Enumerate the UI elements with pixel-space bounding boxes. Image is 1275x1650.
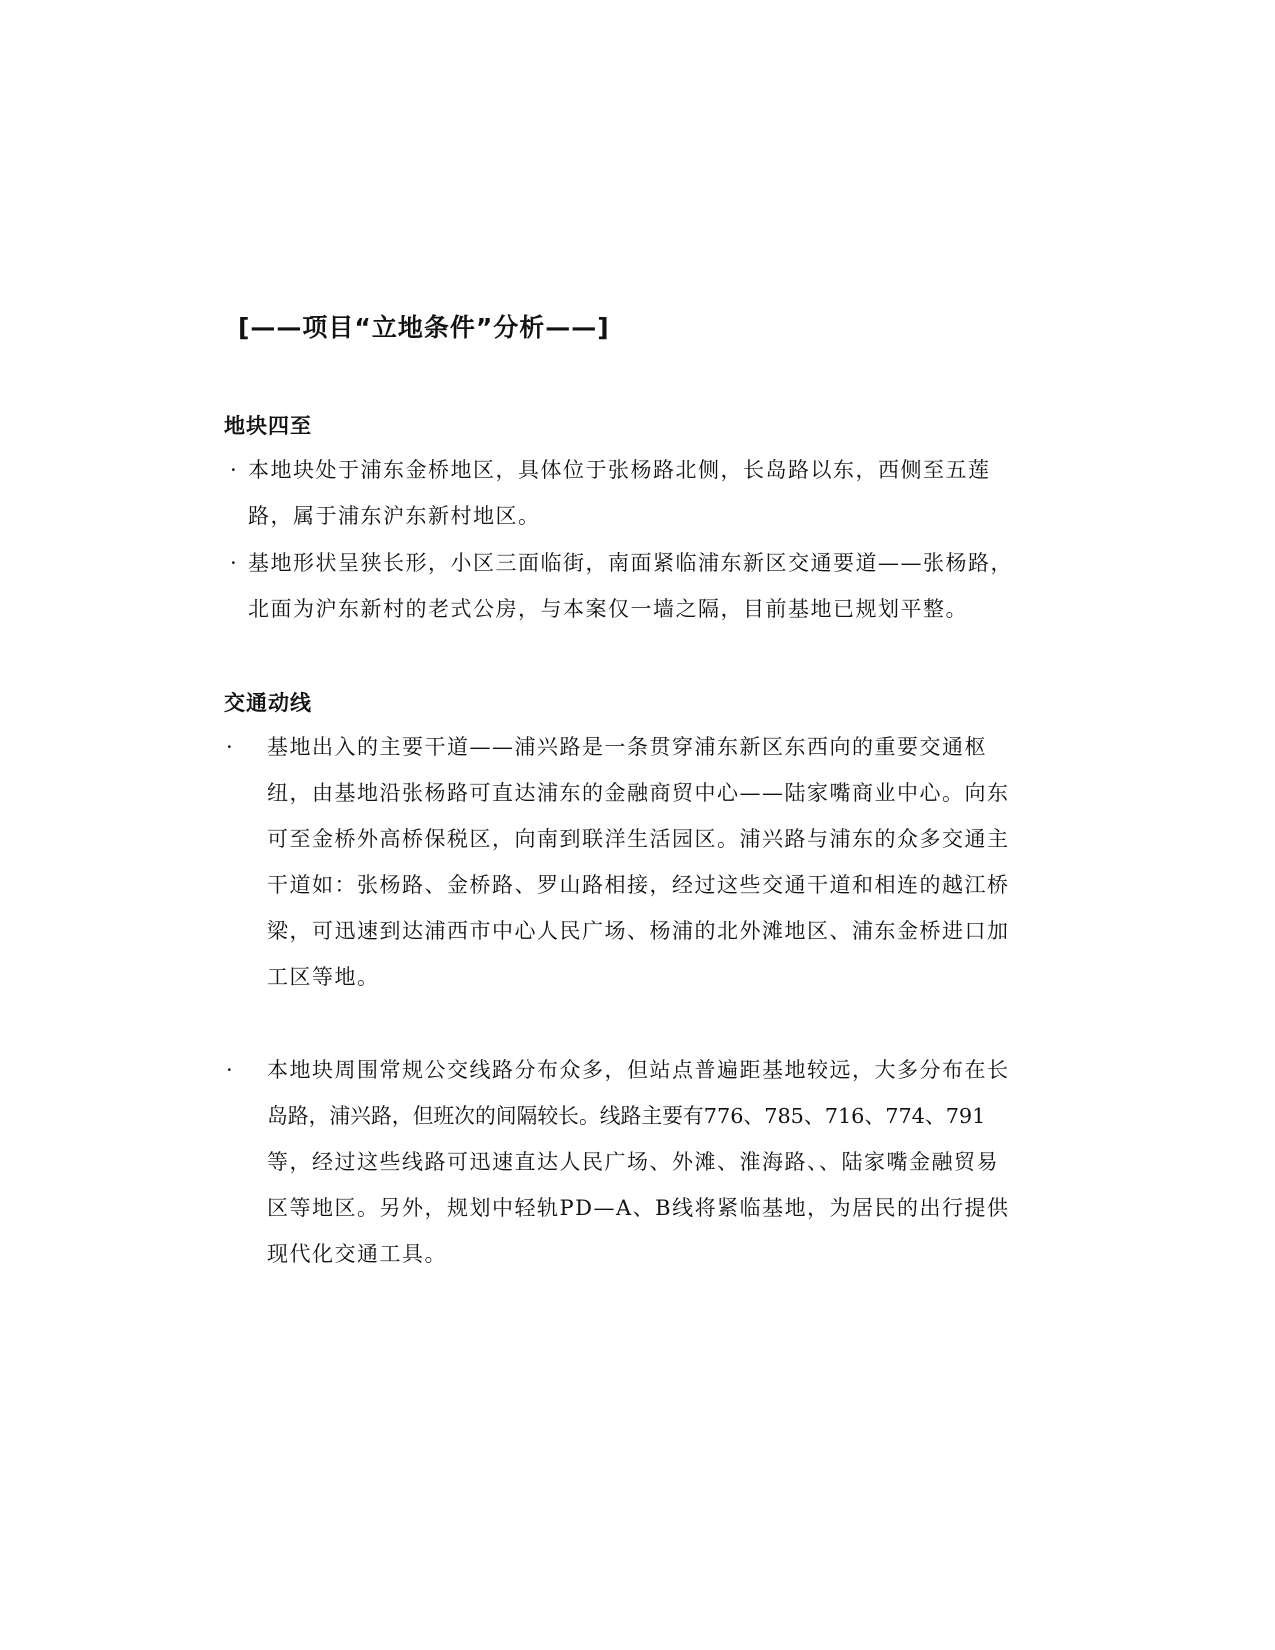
bullet: ·	[230, 458, 237, 482]
paragraph-line: 基地出入的主要干道——浦兴路是一条贯穿浦东新区东西向的重要交通枢	[267, 735, 987, 759]
bullet: ·	[226, 735, 233, 759]
paragraph-line: 梁，可迅速到达浦西市中心人民广场、杨浦的北外滩地区、浦东金桥进口加	[267, 919, 1010, 943]
paragraph-line: 区等地区。另外，规划中轻轨PD—A、B线将紧临基地，为居民的出行提供	[267, 1196, 1010, 1220]
paragraph-line: 干道如：张杨路、金桥路、罗山路相接，经过这些交通干道和相连的越江桥	[267, 873, 1010, 897]
paragraph-line: 本地块处于浦东金桥地区，具体位于张杨路北侧，长岛路以东，西侧至五莲	[248, 458, 991, 482]
paragraph-line: 工区等地。	[267, 965, 380, 989]
section-heading-site-boundaries: 地块四至	[224, 414, 312, 438]
paragraph-line: 纽，由基地沿张杨路可直达浦东的金融商贸中心——陆家嘴商业中心。向东	[267, 781, 1010, 805]
paragraph-line: 可至金桥外高桥保税区，向南到联洋生活园区。浦兴路与浦东的众多交通主	[267, 827, 1010, 851]
paragraph-line: 等，经过这些线路可迅速直达人民广场、外滩、淮海路、、陆家嘴金融贸易	[267, 1150, 999, 1174]
section-heading-traffic: 交通动线	[224, 691, 312, 715]
paragraph-line: 北面为沪东新村的老式公房，与本案仅一墙之隔，目前基地已规划平整。	[248, 597, 968, 621]
paragraph-line: 岛路，浦兴路，但班次的间隔较长。线路主要有776、785、716、774、791	[267, 1104, 986, 1128]
bullet: ·	[226, 1058, 233, 1082]
paragraph-line: 现代化交通工具。	[267, 1242, 447, 1266]
bullet: ·	[230, 551, 237, 575]
page-title: [——项目“立地条件”分析——]	[238, 313, 610, 342]
paragraph-line: 基地形状呈狭长形，小区三面临街，南面紧临浦东新区交通要道——张杨路，	[248, 551, 1013, 575]
paragraph-line: 本地块周围常规公交线路分布众多，但站点普遍距基地较远，大多分布在长	[267, 1058, 1010, 1082]
paragraph-line: 路，属于浦东沪东新村地区。	[248, 504, 541, 528]
